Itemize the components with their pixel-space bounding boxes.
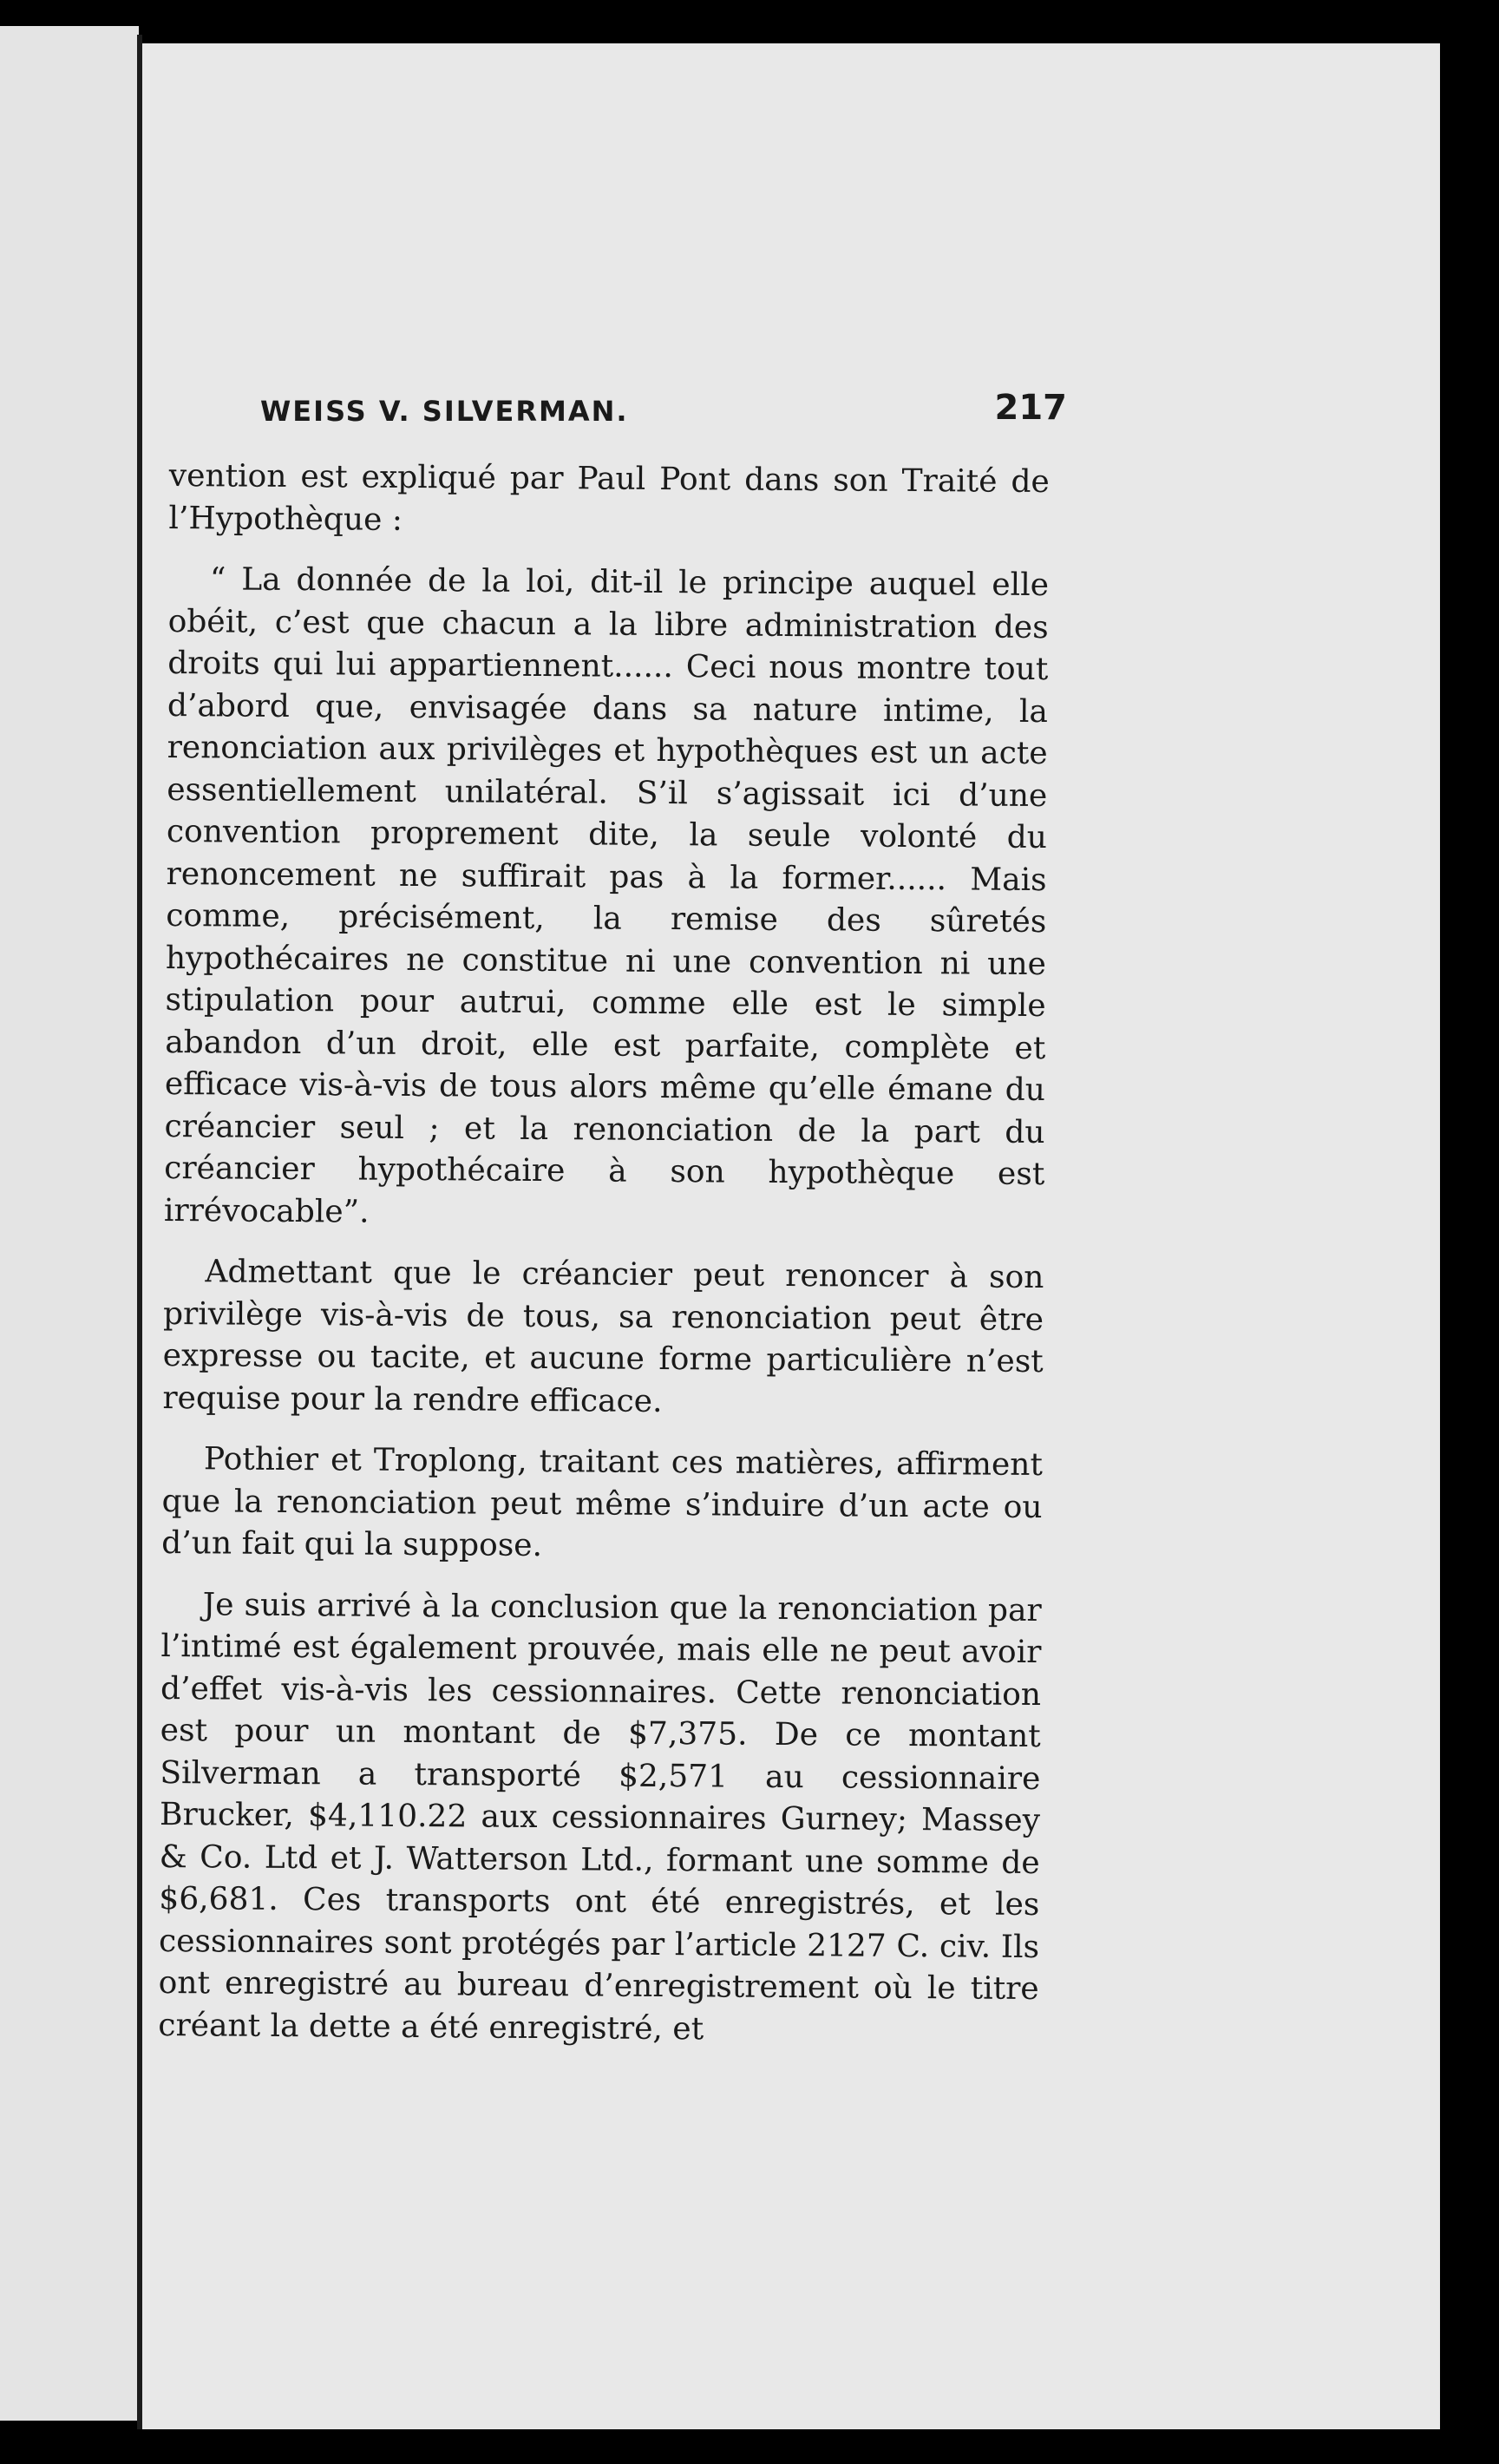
paragraph: Admettant que le créancier peut renoncer à son privilège vis-à-vis de tous, sa renonciation peut être expresse ou tacite, et aucune forme particulière n’est requise pour la rendre efficace. <box>162 1254 1044 1419</box>
paragraph: Je suis arrivé à la conclusion que la renonciation par l’intimé est également prouvée, mais elle ne peut avoir d’effet vis-à-vis les cessionnaires. Cette renonciation est pour un montant de $7,375. De ce montant Silverman a transporté $2,571 au cessionnaire Brucker, $4,110.22 aux cessionnaires Gurney; Massey & Co. Ltd et J. Watterson Ltd., formant une somme de $6,681. Ces transports ont été enregistrés, et les cessionnaires sont protégés par l’article 2127 C. civ. Ils ont enregistré au bureau d’enregistrement où le titre créant la dette a été enregistré, et <box>158 1586 1042 2047</box>
quoted-paragraph: “ La donnée de la loi, dit-il le principe auquel elle obéit, c’est que chacun a la libre administration des droits qui lui appartiennent...... Ceci nous montre tout d’abord que, envisagée dans sa nature intime, la renonciation aux privilèges et hypothèques est un acte essentiellement unilatéral. S’il s’agissait ici d’une convention proprement dite, la seule volonté du renoncement ne suffirait pas à la former...... Mais comme, précisément, la remise des sûretés hypothécaires ne constitue ni une convention ni une stipulation pour autrui, comme elle est le simple abandon d’un droit, elle est parfaite, complète et efficace vis-à-vis de tous alors même qu’elle émane du créancier seul ; et la renonciation de la part du créancier hypothécaire à son hypothèque est irrévocable”. <box>163 561 1050 1230</box>
page-number: 217 <box>994 388 1067 428</box>
adjacent-page-edge <box>0 26 139 2421</box>
paragraph: vention est expliqué par Paul Pont dans son Traité de l’Hypothèque : <box>168 457 1050 538</box>
running-title: WEISS V. SILVERMAN. <box>260 395 629 428</box>
body-text <box>158 455 1050 2072</box>
paragraph: Pothier et Troplong, traitant ces matières, affirment que la renonciation peut même s’induire d’un acte ou d’un fait qui la suppose. <box>161 1441 1044 1564</box>
page-header <box>260 360 1067 438</box>
